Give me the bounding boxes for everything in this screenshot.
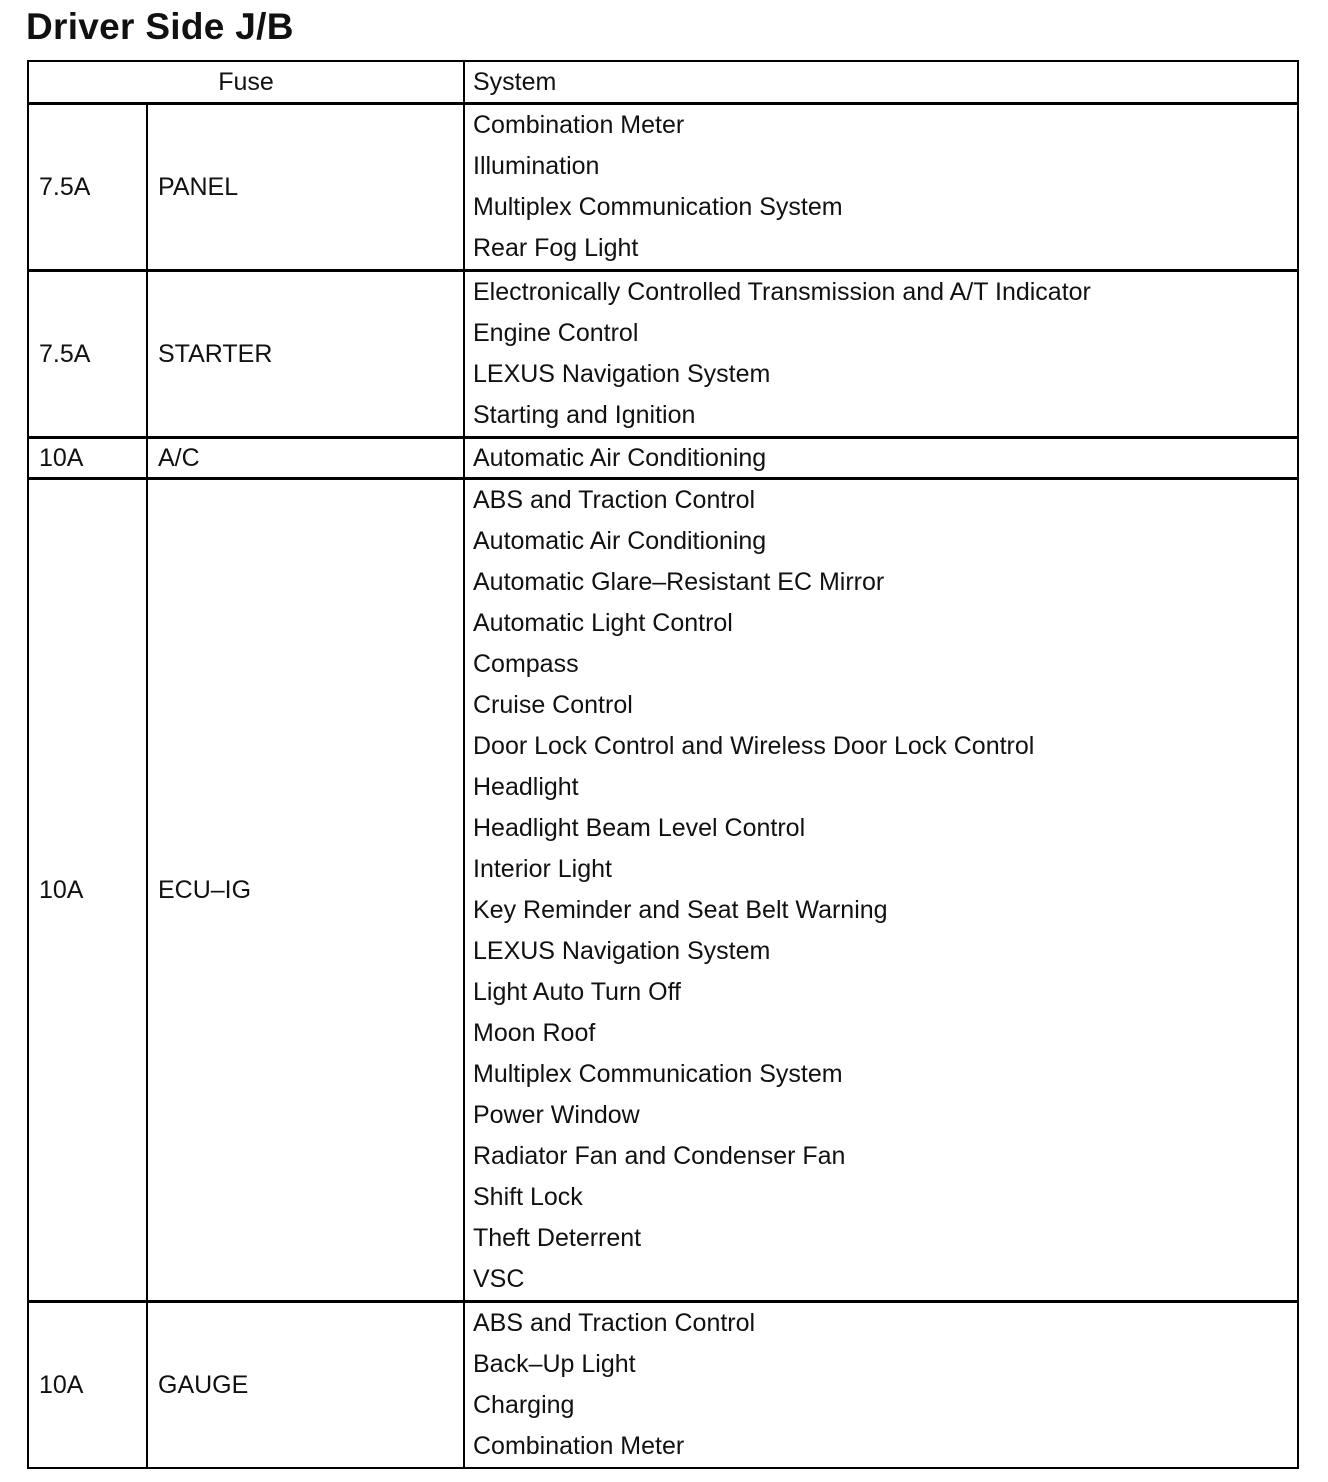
fuse-amperage: 10A bbox=[28, 438, 147, 479]
fuse-table bbox=[27, 60, 1299, 1469]
system-item: Cruise Control bbox=[473, 691, 633, 719]
fuse-row bbox=[28, 104, 1298, 271]
system-item: Multiplex Communication System bbox=[473, 1060, 843, 1088]
system-item: LEXUS Navigation System bbox=[473, 937, 771, 965]
page-title: Driver Side J/B bbox=[26, 6, 294, 47]
fuse-systems bbox=[464, 1302, 1298, 1469]
system-item: ABS and Traction Control bbox=[473, 1309, 756, 1337]
system-item: Combination Meter bbox=[473, 111, 685, 139]
system-item: Headlight Beam Level Control bbox=[473, 814, 806, 842]
fuse-column-header: Fuse bbox=[28, 61, 464, 104]
system-item: Radiator Fan and Condenser Fan bbox=[473, 1142, 846, 1170]
fuse-name: PANEL bbox=[147, 104, 464, 271]
system-item: Automatic Air Conditioning bbox=[473, 444, 767, 472]
fuse-row bbox=[28, 438, 1298, 479]
fuse-systems bbox=[464, 271, 1298, 438]
table-header-row bbox=[28, 61, 1298, 104]
fuse-table-body bbox=[28, 104, 1298, 1469]
fuse-name: STARTER bbox=[147, 271, 464, 438]
system-item: Starting and Ignition bbox=[473, 401, 696, 429]
system-item: Automatic Air Conditioning bbox=[473, 527, 767, 555]
system-item: Interior Light bbox=[473, 855, 612, 883]
system-item: Multiplex Communication System bbox=[473, 193, 843, 221]
fuse-amperage: 10A bbox=[28, 479, 147, 1302]
fuse-name: GAUGE bbox=[147, 1302, 464, 1469]
system-item: LEXUS Navigation System bbox=[473, 360, 771, 388]
system-item: Illumination bbox=[473, 152, 600, 180]
fuse-name: ECU–IG bbox=[147, 479, 464, 1302]
fuse-row bbox=[28, 479, 1298, 1302]
fuse-amperage: 7.5A bbox=[28, 271, 147, 438]
system-item: Light Auto Turn Off bbox=[473, 978, 682, 1006]
fuse-name: A/C bbox=[147, 438, 464, 479]
system-item: Charging bbox=[473, 1391, 575, 1419]
system-item: Automatic Glare–Resistant EC Mirror bbox=[473, 568, 885, 596]
fuse-row bbox=[28, 271, 1298, 438]
fuse-systems bbox=[464, 104, 1298, 271]
system-item: Power Window bbox=[473, 1101, 640, 1129]
fuse-row bbox=[28, 1302, 1298, 1469]
system-item: Engine Control bbox=[473, 319, 639, 347]
system-item: Headlight bbox=[473, 773, 579, 801]
system-item: Moon Roof bbox=[473, 1019, 596, 1047]
system-item: Rear Fog Light bbox=[473, 234, 639, 262]
system-column-header: System bbox=[464, 61, 1298, 104]
system-item: Compass bbox=[473, 650, 579, 678]
system-item: Combination Meter bbox=[473, 1432, 685, 1460]
fuse-systems bbox=[464, 438, 1298, 479]
system-item: Key Reminder and Seat Belt Warning bbox=[473, 896, 888, 924]
system-item: VSC bbox=[473, 1265, 525, 1293]
fuse-systems bbox=[464, 479, 1298, 1302]
system-item: ABS and Traction Control bbox=[473, 486, 756, 514]
system-item: Shift Lock bbox=[473, 1183, 583, 1211]
system-item: Automatic Light Control bbox=[473, 609, 733, 637]
system-item: Back–Up Light bbox=[473, 1350, 636, 1378]
fuse-amperage: 7.5A bbox=[28, 104, 147, 271]
fuse-amperage: 10A bbox=[28, 1302, 147, 1469]
system-item: Door Lock Control and Wireless Door Lock Control bbox=[473, 732, 1035, 760]
system-item: Electronically Controlled Transmission and A/T Indicator bbox=[473, 278, 1091, 306]
system-item: Theft Deterrent bbox=[473, 1224, 642, 1252]
